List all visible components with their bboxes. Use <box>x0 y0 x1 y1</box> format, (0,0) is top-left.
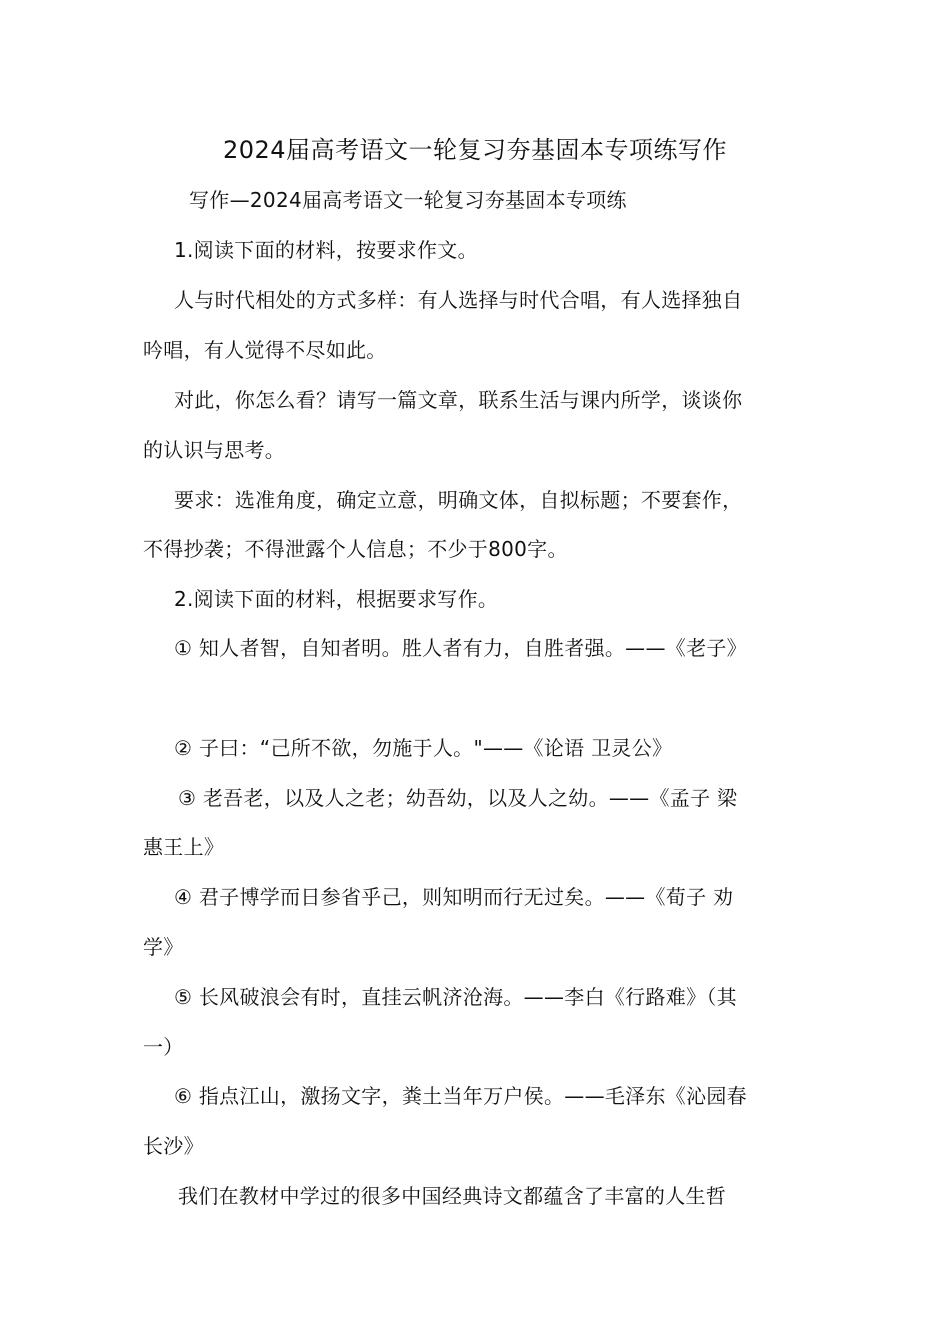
paragraph-line: 吟唱，有人觉得不尽如此。 <box>143 338 387 362</box>
paragraph-line: 我们在教材中学过的很多中国经典诗文都蕴含了丰富的人生哲 <box>178 1184 727 1208</box>
paragraph-line: 不得抄袭；不得泄露个人信息；不少于800字。 <box>143 537 568 561</box>
question-2-heading: 2.阅读下面的材料，根据要求写作。 <box>174 587 499 611</box>
quote-line: ⑤ 长风破浪会有时，直挂云帆济沧海。——李白《行路难》（其 <box>174 985 737 1009</box>
quote-line: ⑥ 指点江山，激扬文字，粪土当年万户侯。——毛泽东《沁园春 <box>174 1084 747 1108</box>
document-title: 2024届高考语文一轮复习夯基固本专项练写作 <box>222 136 728 164</box>
paragraph-line: 要求：选准角度，确定立意，明确文体，自拟标题；不要套作， <box>174 488 743 512</box>
paragraph-line: 人与时代相处的方式多样：有人选择与时代合唱，有人选择独自 <box>174 288 743 312</box>
paragraph-line: 对此，你怎么看？请写一篇文章，联系生活与课内所学，谈谈你 <box>174 388 743 412</box>
document-subtitle: 写作—2024届高考语文一轮复习夯基固本专项练 <box>189 188 627 212</box>
quote-line: ② 子曰：“己所不欲，勿施于人。"——《论语 卫灵公》 <box>174 736 673 760</box>
quote-line: 一） <box>143 1035 184 1059</box>
quote-line: 长沙》 <box>143 1134 204 1158</box>
quote-line: 学》 <box>143 935 184 959</box>
quote-line: ③ 老吾老，以及人之老；幼吾幼，以及人之幼。——《孟子 梁 <box>178 786 738 810</box>
paragraph-line: 的认识与思考。 <box>143 438 286 462</box>
quote-line: ① 知人者智，自知者明。胜人者有力，自胜者强。——《老子》 <box>174 636 747 660</box>
quote-line: ④ 君子博学而日参省乎己，则知明而行无过矣。——《荀子 劝 <box>174 885 734 909</box>
question-1-heading: 1.阅读下面的材料，按要求作文。 <box>174 238 478 262</box>
quote-line: 惠王上》 <box>143 835 225 859</box>
